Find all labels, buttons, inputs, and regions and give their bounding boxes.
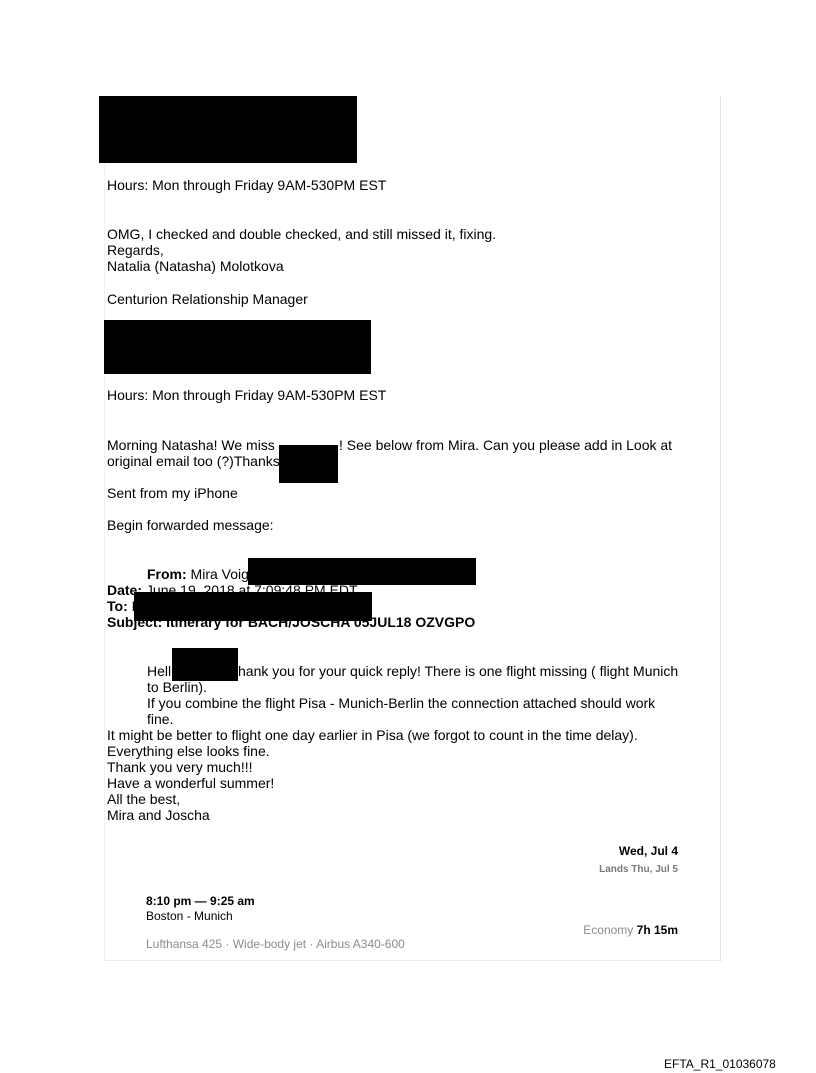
flight-date: Wed, Jul 4 <box>618 844 678 858</box>
fwd-subject <box>107 614 475 630</box>
msg-hello-c: to Berlin). <box>147 679 207 695</box>
sender-name: Natalia (Natasha) Molotkova <box>107 258 284 274</box>
fwd-from <box>147 566 249 582</box>
msg-signoff: Mira and Joscha <box>107 807 210 823</box>
reply-line: OMG, I checked and double checked, and still missed it, fixing. <box>107 226 497 242</box>
fwd-date-value: June 19, 2018 at 7:09:48 PM EDT <box>142 582 358 598</box>
morning-line-2: original email too (?)Thanks <box>107 453 280 469</box>
fwd-to-label: To: <box>107 598 128 614</box>
flight-cabin-duration <box>583 923 678 937</box>
fwd-to <box>107 598 139 614</box>
sent-from-line: Sent from my iPhone <box>107 485 238 501</box>
msg-combine-2: fine. <box>147 711 174 727</box>
fwd-from-label: From: <box>147 566 187 582</box>
regards-line: Regards, <box>107 242 164 258</box>
redaction-logo-1 <box>99 96 357 163</box>
msg-thank-you: Thank you very much!!! <box>107 759 253 775</box>
begin-forwarded-line: Begin forwarded message: <box>107 517 274 533</box>
msg-else-fine: Everything else looks fine. <box>107 743 270 759</box>
flight-route: Boston - Munich <box>146 909 233 923</box>
redaction-hello-name <box>172 648 238 681</box>
msg-hello-a: Hell <box>147 663 172 679</box>
flight-duration: 7h 15m <box>636 923 678 937</box>
document-id: EFTA_R1_01036078 <box>664 1057 776 1071</box>
msg-combine-1: If you combine the flight Pisa - Munich-Berlin the connection attached should work <box>147 695 656 711</box>
fwd-subject-label: Subject: <box>107 614 163 630</box>
fwd-date <box>107 582 358 598</box>
flight-lands: Lands Thu, Jul 5 <box>599 864 678 875</box>
redaction-logo-2 <box>104 320 371 374</box>
hours-line-1: Hours: Mon through Friday 9AM-530PM EST <box>107 177 387 193</box>
fwd-from-value: Mira Voig <box>186 566 249 582</box>
fwd-subject-value: Itinerary for BACH/JOSCHA 05JUL18 OZVGPO <box>162 614 476 630</box>
flight-cabin: Economy <box>583 923 637 937</box>
redaction-thanks-name <box>279 445 338 483</box>
redaction-from-email <box>248 558 476 585</box>
msg-summer: Have a wonderful summer! <box>107 775 275 791</box>
sender-title: Centurion Relationship Manager <box>107 291 308 307</box>
flight-times: 8:10 pm — 9:25 am <box>146 894 255 908</box>
hours-line-2: Hours: Mon through Friday 9AM-530PM EST <box>107 387 387 403</box>
fwd-date-label: Date: <box>107 582 143 598</box>
msg-hello-b: hank you for your quick reply! There is one flight missing ( flight Munich <box>238 663 679 679</box>
msg-best: All the best, <box>107 791 181 807</box>
flight-details: Lufthansa 425 · Wide-body jet · Airbus A340-600 <box>146 937 405 951</box>
morning-line-1b: ! See below from Mira. Can you please add in Look at <box>339 437 673 453</box>
morning-line-1a: Morning Natasha! We miss <box>107 437 275 453</box>
msg-better: It might be better to flight one day earlier in Pisa (we forgot to count in the time delay). <box>107 727 638 743</box>
fwd-to-value: L <box>127 598 140 614</box>
